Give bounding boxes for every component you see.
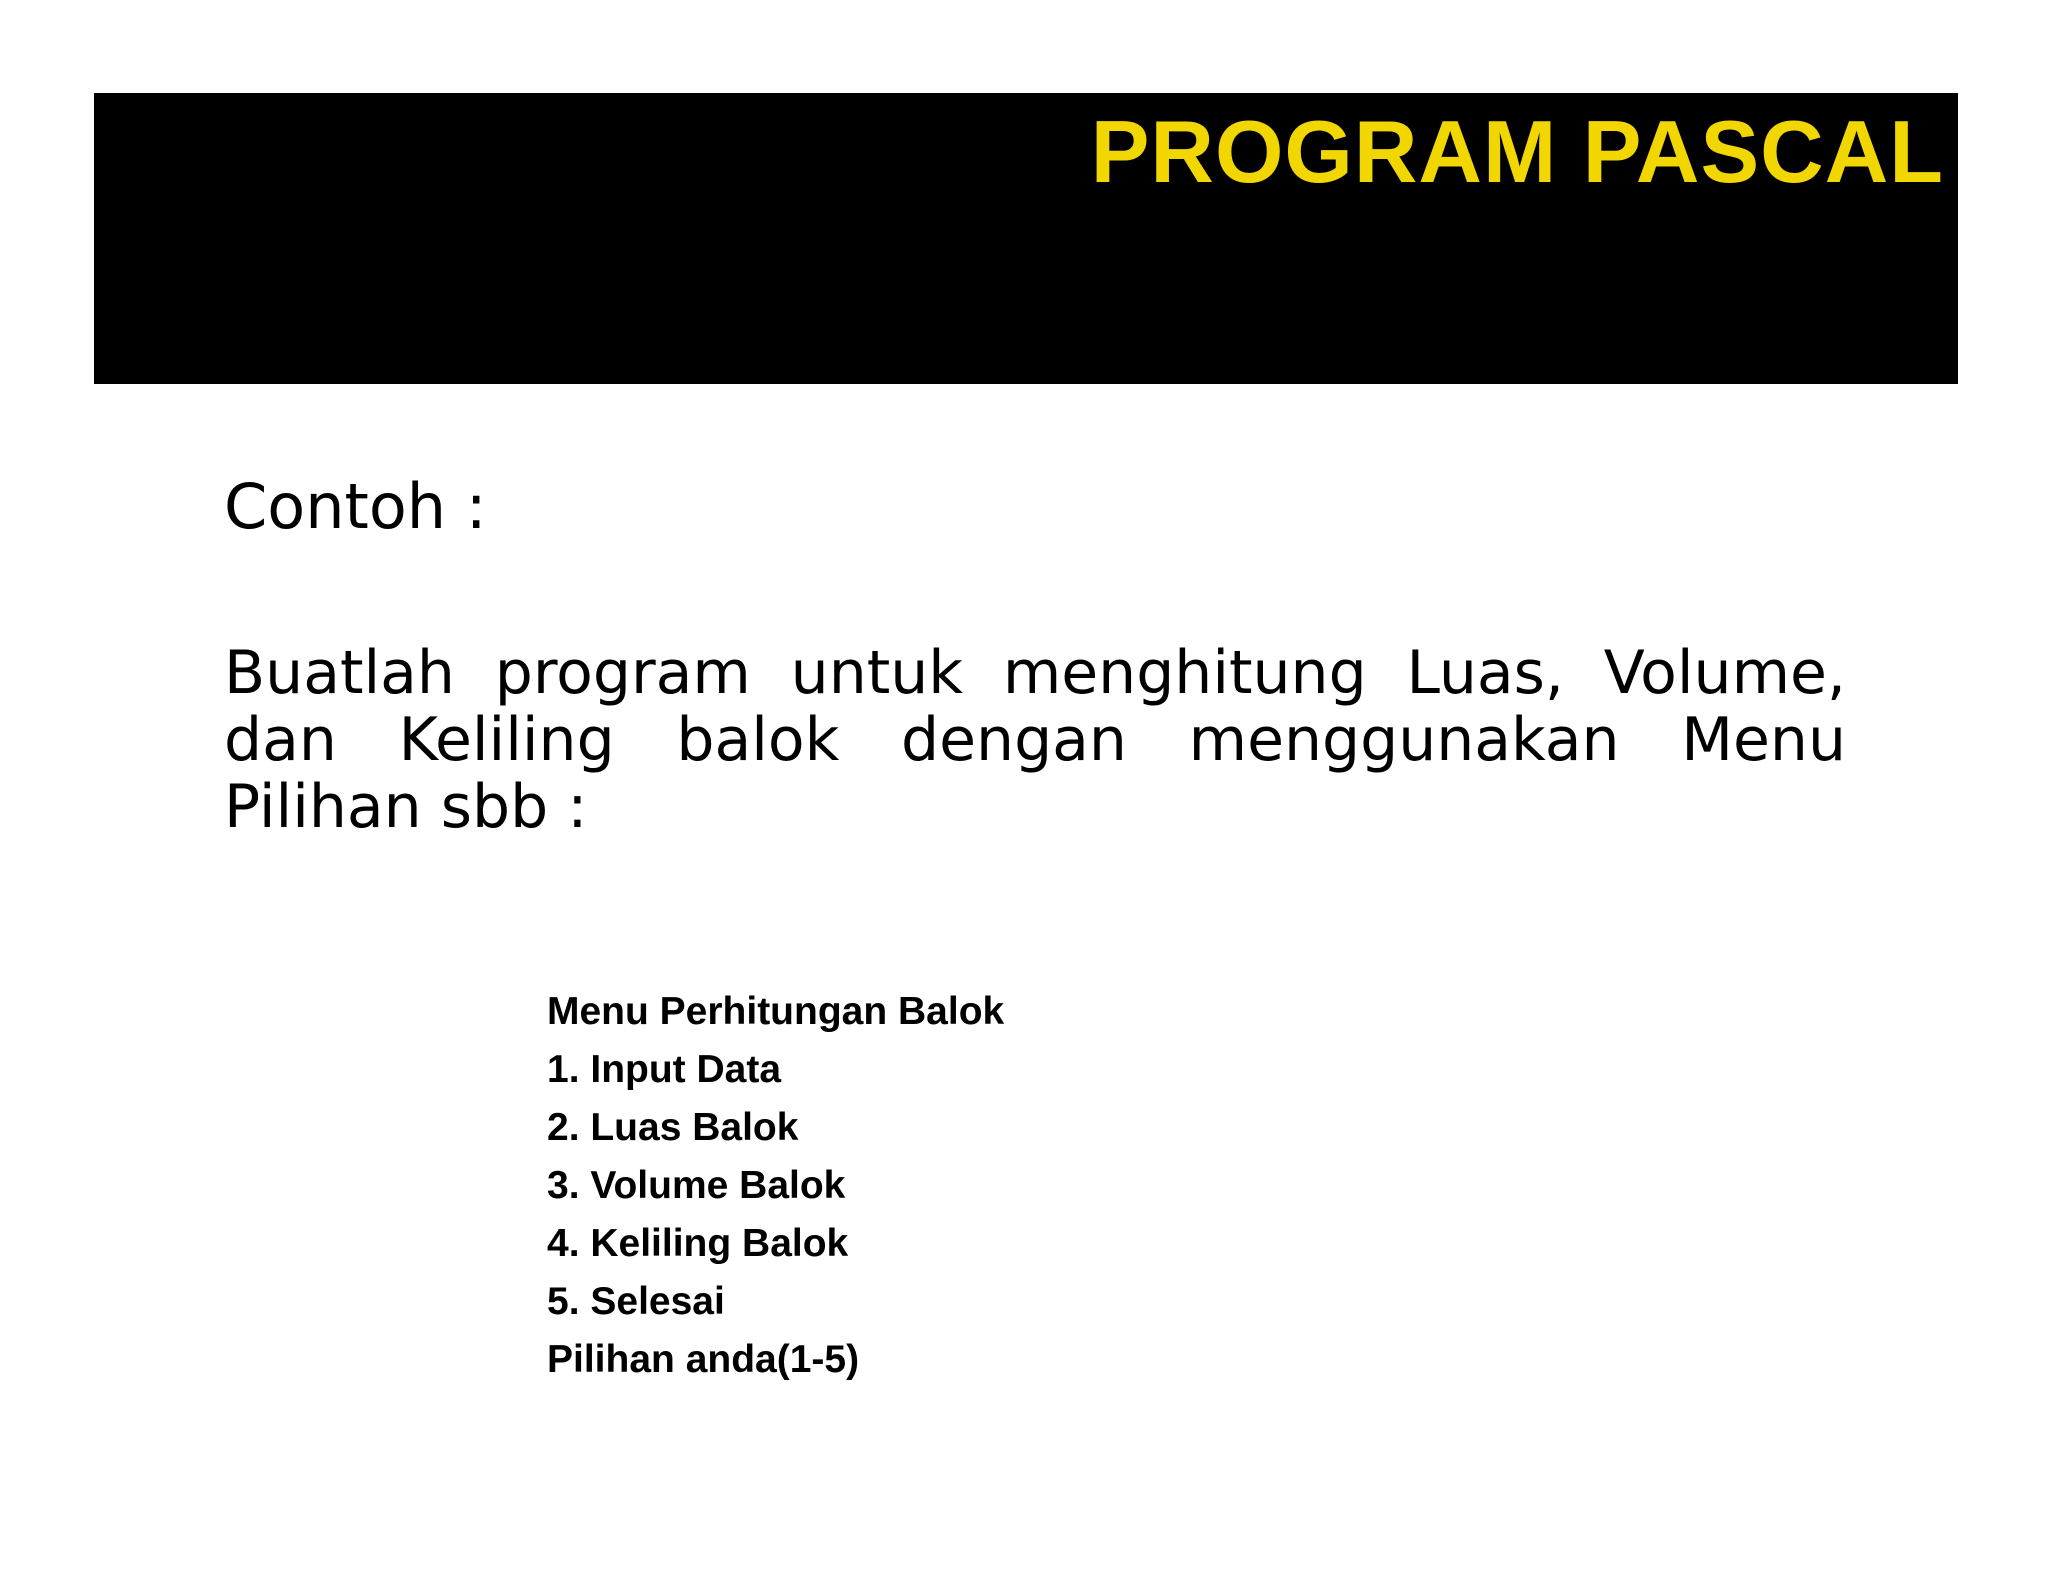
menu-item-volume-balok: 3. Volume Balok (547, 1164, 846, 1207)
menu-item-keliling-balok: 4. Keliling Balok (547, 1222, 849, 1265)
menu-item-selesai: 5. Selesai (547, 1280, 725, 1323)
slide-title: PROGRAM PASCAL (1090, 102, 1944, 201)
menu-item-luas-balok: 2. Luas Balok (547, 1106, 799, 1149)
menu-prompt: Pilihan anda(1-5) (547, 1338, 860, 1381)
menu-title: Menu Perhitungan Balok (547, 990, 1005, 1033)
example-label: Contoh : (224, 470, 487, 543)
menu-item-input-data: 1. Input Data (547, 1048, 782, 1091)
instruction-paragraph: Buatlah program untuk menghitung Luas, Volume, dan Keliling balok dengan menggunakan Menu Pilihan sbb : (224, 638, 1846, 842)
menu-block (547, 983, 1004, 1389)
